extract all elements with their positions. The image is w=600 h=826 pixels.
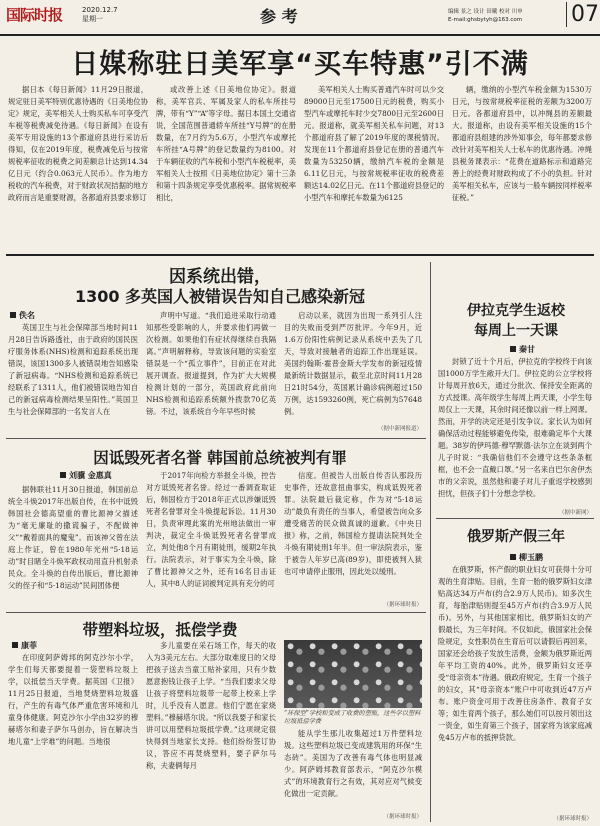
article4-headline: 带塑料垃圾，抵偿学费 [82, 621, 238, 639]
article2-source: （据中新网报道） [377, 426, 422, 432]
article1-col1: 据日本《每日新闻》11月29日报道，规定驻日美军特别优惠待遇的《日美地位协定》规定，美军相关人士购买私车可享受汽车税等税费减免待遇。《每日新闻》在设有美军专用设施的13个都道府县进行采访后得知，仅在2019年度，税费减免后与按常规税率征收的税费之间差额总计达到14.34亿日元（约合0.063元人民币）。作为地方税收的汽车税费，对于财政状况拮据的地方政府而言是重要财源，各都道府县要求修订 [8, 85, 148, 202]
article1-col2: 或改善上述《日美地位协定》。报道称，美军官兵、军属及家人的私车所挂号牌，带有“Y”“A”等字母。据日本国土交通省说，全国范围普通轿车所挂“Y号牌”的在册数量，在7月约为5.6万，小型汽车或摩托车所挂“A号牌”的登记数量约为8100。对于车辆征收的汽车税和小型汽车税税率，美军相关人士按照《日美地位协定》第十三条和第十四条规定享受优惠税率。据常规税率相比， [156, 85, 296, 202]
masthead [0, 0, 600, 34]
article4-byline: 康菲 [12, 640, 37, 651]
article3-col1: 据韩联社11月30日报道，韩国前总统全斗焕2017年出版自传，在书中诋毁韩国社会德高望重的曹比源神父描述为“毫无廉耻的撒谎骗子，不配做神父”“戴着面具的魔鬼”。而该神父曾在法庭上作证，曾在1980年光州“5·18运动”时目睹全斗焕军政权动用直升机射杀民众。全斗焕的自传出版后，曹比源神父的侄子和“5·18运动”民间团体便 [8, 485, 138, 590]
article2-col2: 声明中写道。“我们追进采取行动通知那些受影响的人，并要求他们再做一次检测。如果他们有症状得继续自我隔离。”声明解释称，导致该问题的实验室错误是一个“孤立事件”，目前正在对此展开调查。报道提到，作为扩大大规模检测计划的一部分，英国政府此前向NHS检测和追踪系统额外拨款70亿英镑。不过，该系统自今年早些时候 [146, 311, 276, 416]
article3-source: （据环球时报） [383, 602, 422, 608]
article3-byline: 刘骥 金惠真 [60, 470, 112, 481]
byline-marker-icon [510, 554, 516, 560]
section-divider [6, 254, 594, 256]
newspaper-logo: 国际时报 [6, 6, 63, 24]
photo-caption: “环保型”学校和变成了收费的塑瓶，这些学以塑料垃圾抵偿学费 [284, 710, 421, 725]
byline-marker-icon [12, 642, 18, 648]
article2-byline: 佚名 [10, 310, 35, 321]
article5-source: （据中新网） [558, 510, 592, 516]
article5-body: 封锁了近十个月后，伊拉克的学校终于向该国1000万学生敞开大门。伊拉克的公立学校将计每周开放6天，通过分批次、保持安全距离的方式授课。高年级学生每周上两天课，小学生每周仅上一天课，其余时间还像以前一样上网课。然而，开学的决定还是引发争议。家长认为如何确保活动过程能够避免传染，很难确定毕个大课题。38岁的伊玛德·穆罕默德·法尔立在谈到两个儿子时说：“我确信他们不会遵守这些条条框框，也不会一直戴口罩。”另一名来自巴尔舍伊杰市的父亲说，虽然他和妻子对儿子重返学校感到担忧，但孩子们十分想念学校。 [438, 357, 592, 498]
article2-col3: 启动以来，就因为出现一系列引人注目的失败而受到严厉批评。今年9月，近1.6万份阳性病例记录从系统中丢失了几天，导致对接触者的追踪工作出现延误。美国约翰斯·霍普金斯大学发布的新冠疫情最新统计数据显示，截至北京时间11月28日21时54分，英国累计确诊病例超过150万例，达1593260例，死亡病例为57648例。 [284, 311, 422, 416]
divider [6, 438, 426, 439]
article1-col4: 辆，缴纳的小型汽车税金额为1530万日元，与按常规税率征税的差额为3200万日元。各都道府县中，以冲绳县的差额最大。报道称，由设有美军相关设施的15个都道府县组建的涉外知事会，每年都要求修改针对美军相关人士私车的优惠待遇。冲绳县税务课表示：“花费在道路标示和道路完善上的经费对财政构成了不小的负担。针对美军相关私车，应该与一般车辆按同样税率征税。” [452, 85, 592, 202]
article2-headline-2: 1300 多英国人被错误告知自己感染新冠 [74, 287, 366, 306]
byline-marker-icon [510, 346, 516, 352]
article2-headline-1: 因系统出错， [169, 267, 271, 287]
article6-headline: 俄罗斯产假三年 [467, 529, 565, 545]
column-divider [430, 262, 431, 822]
article4-col3: 能从学生那儿收集超过1万件塑料垃圾。这些塑料垃圾已变成建筑用的环保“生态砖”。美国为了改善有毒气体也明显减少。阿萨姆邦教育部表示，“阿克沙尔模式”的环境教育行之有效，其对应对气候变化做出一定贡献。 [284, 729, 422, 798]
article4-source: （据环球时报） [383, 814, 422, 820]
section-title: 参 考 [260, 7, 298, 26]
main-headline: 日媒称驻日美军享“买车特惠”引不满 [71, 49, 529, 80]
article6-byline: 柳玉鹏 [510, 552, 543, 563]
article3-headline: 因诋毁死者名誉 韩国前总统被判有罪 [93, 449, 347, 467]
divider [436, 518, 594, 519]
article6-body: 在俄罗斯，怀产假的职业妇女可获得十分可观的生育津贴。目前，生育一胎的俄罗斯妇女津贴高达34万卢布(约合2.9万人民币)。如多次生育，每胎津贴则提至45万卢布(约合3.9万人民币)。另外，与其他国家相比，俄罗斯妇女的产假最长，为三年时间。不仅如此，俄国家社会保险规定，女性职员在生育后可以请假后再回来，国家还会给孩子发放生活费，金额为俄罗斯近两年平均工资的40%。此外，俄罗斯妇女还享受“母亲资本”待遇。俄政府规定，生育一个孩子的妇女，其“母亲资本”账户中可收到近47万卢布。账户资金可用于改善住房条件、教育子女等；如生育两个孩子，那么她们可以按月领出这一资金，如生育第三个孩子，国家将为该家庭减免45万卢布的抵押贷款。 [438, 565, 592, 742]
byline-marker-icon [10, 312, 16, 318]
article1-col3: 美军相关人士购买普通汽车时可以少交89000日元至17500日元的税费，购买小型汽车或摩托车时少交7800日元至2600日元。报道称，就美军相关私车问题，对13个都道府县了解了2019年度的课税情况。发现在11个都道府县登记在册的普通汽车数量为53250辆，缴纳汽车税的金额是6.11亿日元，与按常规税率征收的税费差额达14.02亿日元。在11个都道府县登记的小型汽车和摩托车数量为6125 [304, 85, 444, 202]
article3-col2: 于2017年向检方举报全斗焕，控告对方诋毁死者名誉。经过一番调查取证后，韩国检方于2018年正式以涉嫌诋毁死者名誉罪对全斗焕提起诉讼。11月30日，负责审理此案的光州地法做出一审判决，裁定全斗焕诋毁死者名誉罪成立，判处他8个月有期徒刑，缓期2年执行。法院表示，对于事实为全斗焕，除了曹比源神父之外，还有16名目击证人，其中8人的证词被判定具有充分的可 [146, 471, 276, 588]
email-line: E-mail:ghsbytyh@163.com [448, 17, 523, 23]
divider [6, 612, 426, 613]
plastic-bottles-photo [284, 640, 422, 708]
article3-col3: 信度。但被告人出版自传否认那段历史事件，还故意扭曲事实，构成诋毁死者罪。法院最后裁定称，作为对“5·18运动”最负有责任的当事人，希望被告向众多遭受痛苦的民众做真诚的道歉。《中央日报》称，之前，韩国检方提请法院判处全斗焕有期徒刑1年半。但一审法院表示，鉴于被告人年岁已高(89岁)，即使被判入狱也可申请停止服刑，因此处以缓刑。 [284, 471, 422, 576]
page-number: 07 [566, 2, 599, 27]
editor-credits [448, 8, 523, 24]
masthead-rule [0, 34, 600, 36]
byline-marker-icon [60, 472, 66, 478]
article4-col2: 多儿童要在采石场工作，每天的收入为3美元左右。大部分取难度日的父母把孩子送去当童工贴补家用，只有少数愿意抱钱让孩子上学。“当我们要求父母让孩子将塑料垃圾带一起带上校来上学时，儿乎没有人愿意。他们宁愿在家烧塑料。”穆赫塔尔说。“所以我要子和家长讲可以用塑料垃圾抵学费。”这项规定很快得到当地家长支持。他们纷纷签订协议，答应不再焚烧塑料，要子萨尔马称，夫妻俩每月 [146, 641, 276, 770]
article5-byline: 秦甘 [510, 344, 535, 355]
article4-col1: 在印度阿萨姆邦的阿克沙尔小学，学生们每天都要提着一袋塑料垃圾上学，以抵偿当天学费。据英国《卫报》11月25日报道，当地焚烧塑料垃圾盛行，产生的有毒气体严重危害环境和儿童身体健康。阿克沙尔小学由32岁的穆赫塔尔和妻子萨尔马创办，旨在解决当地儿童“上学难”的问题。当地很 [8, 653, 138, 746]
article6-source: （据环球时报） [553, 816, 592, 822]
issue-date-block [82, 6, 118, 24]
article5-headline-1: 伊拉克学生返校 [467, 303, 565, 319]
article2-col1: 英国卫生与社会保障部当地时间11月28日告诉路透社，由于政府的国民医疗服务体系(NHS)检测和追踪系统出现错误，该国1300多人被错误地告知感染了新冠病毒。“NHS检测和追踪系统已经联系了1311人，他们被错误地告知自己的新冠病毒检测结果呈阳性。”英国卫生与社会保障部的一名发言人在 [8, 323, 138, 416]
article5-headline-2: 每周上一天课 [474, 323, 558, 339]
issue-date: 2020.12.7 [82, 6, 118, 14]
issue-weekday: 星期一 [82, 15, 103, 23]
credits-line: 编辑 景之 设计 田曦 校对 川申 [448, 9, 523, 15]
